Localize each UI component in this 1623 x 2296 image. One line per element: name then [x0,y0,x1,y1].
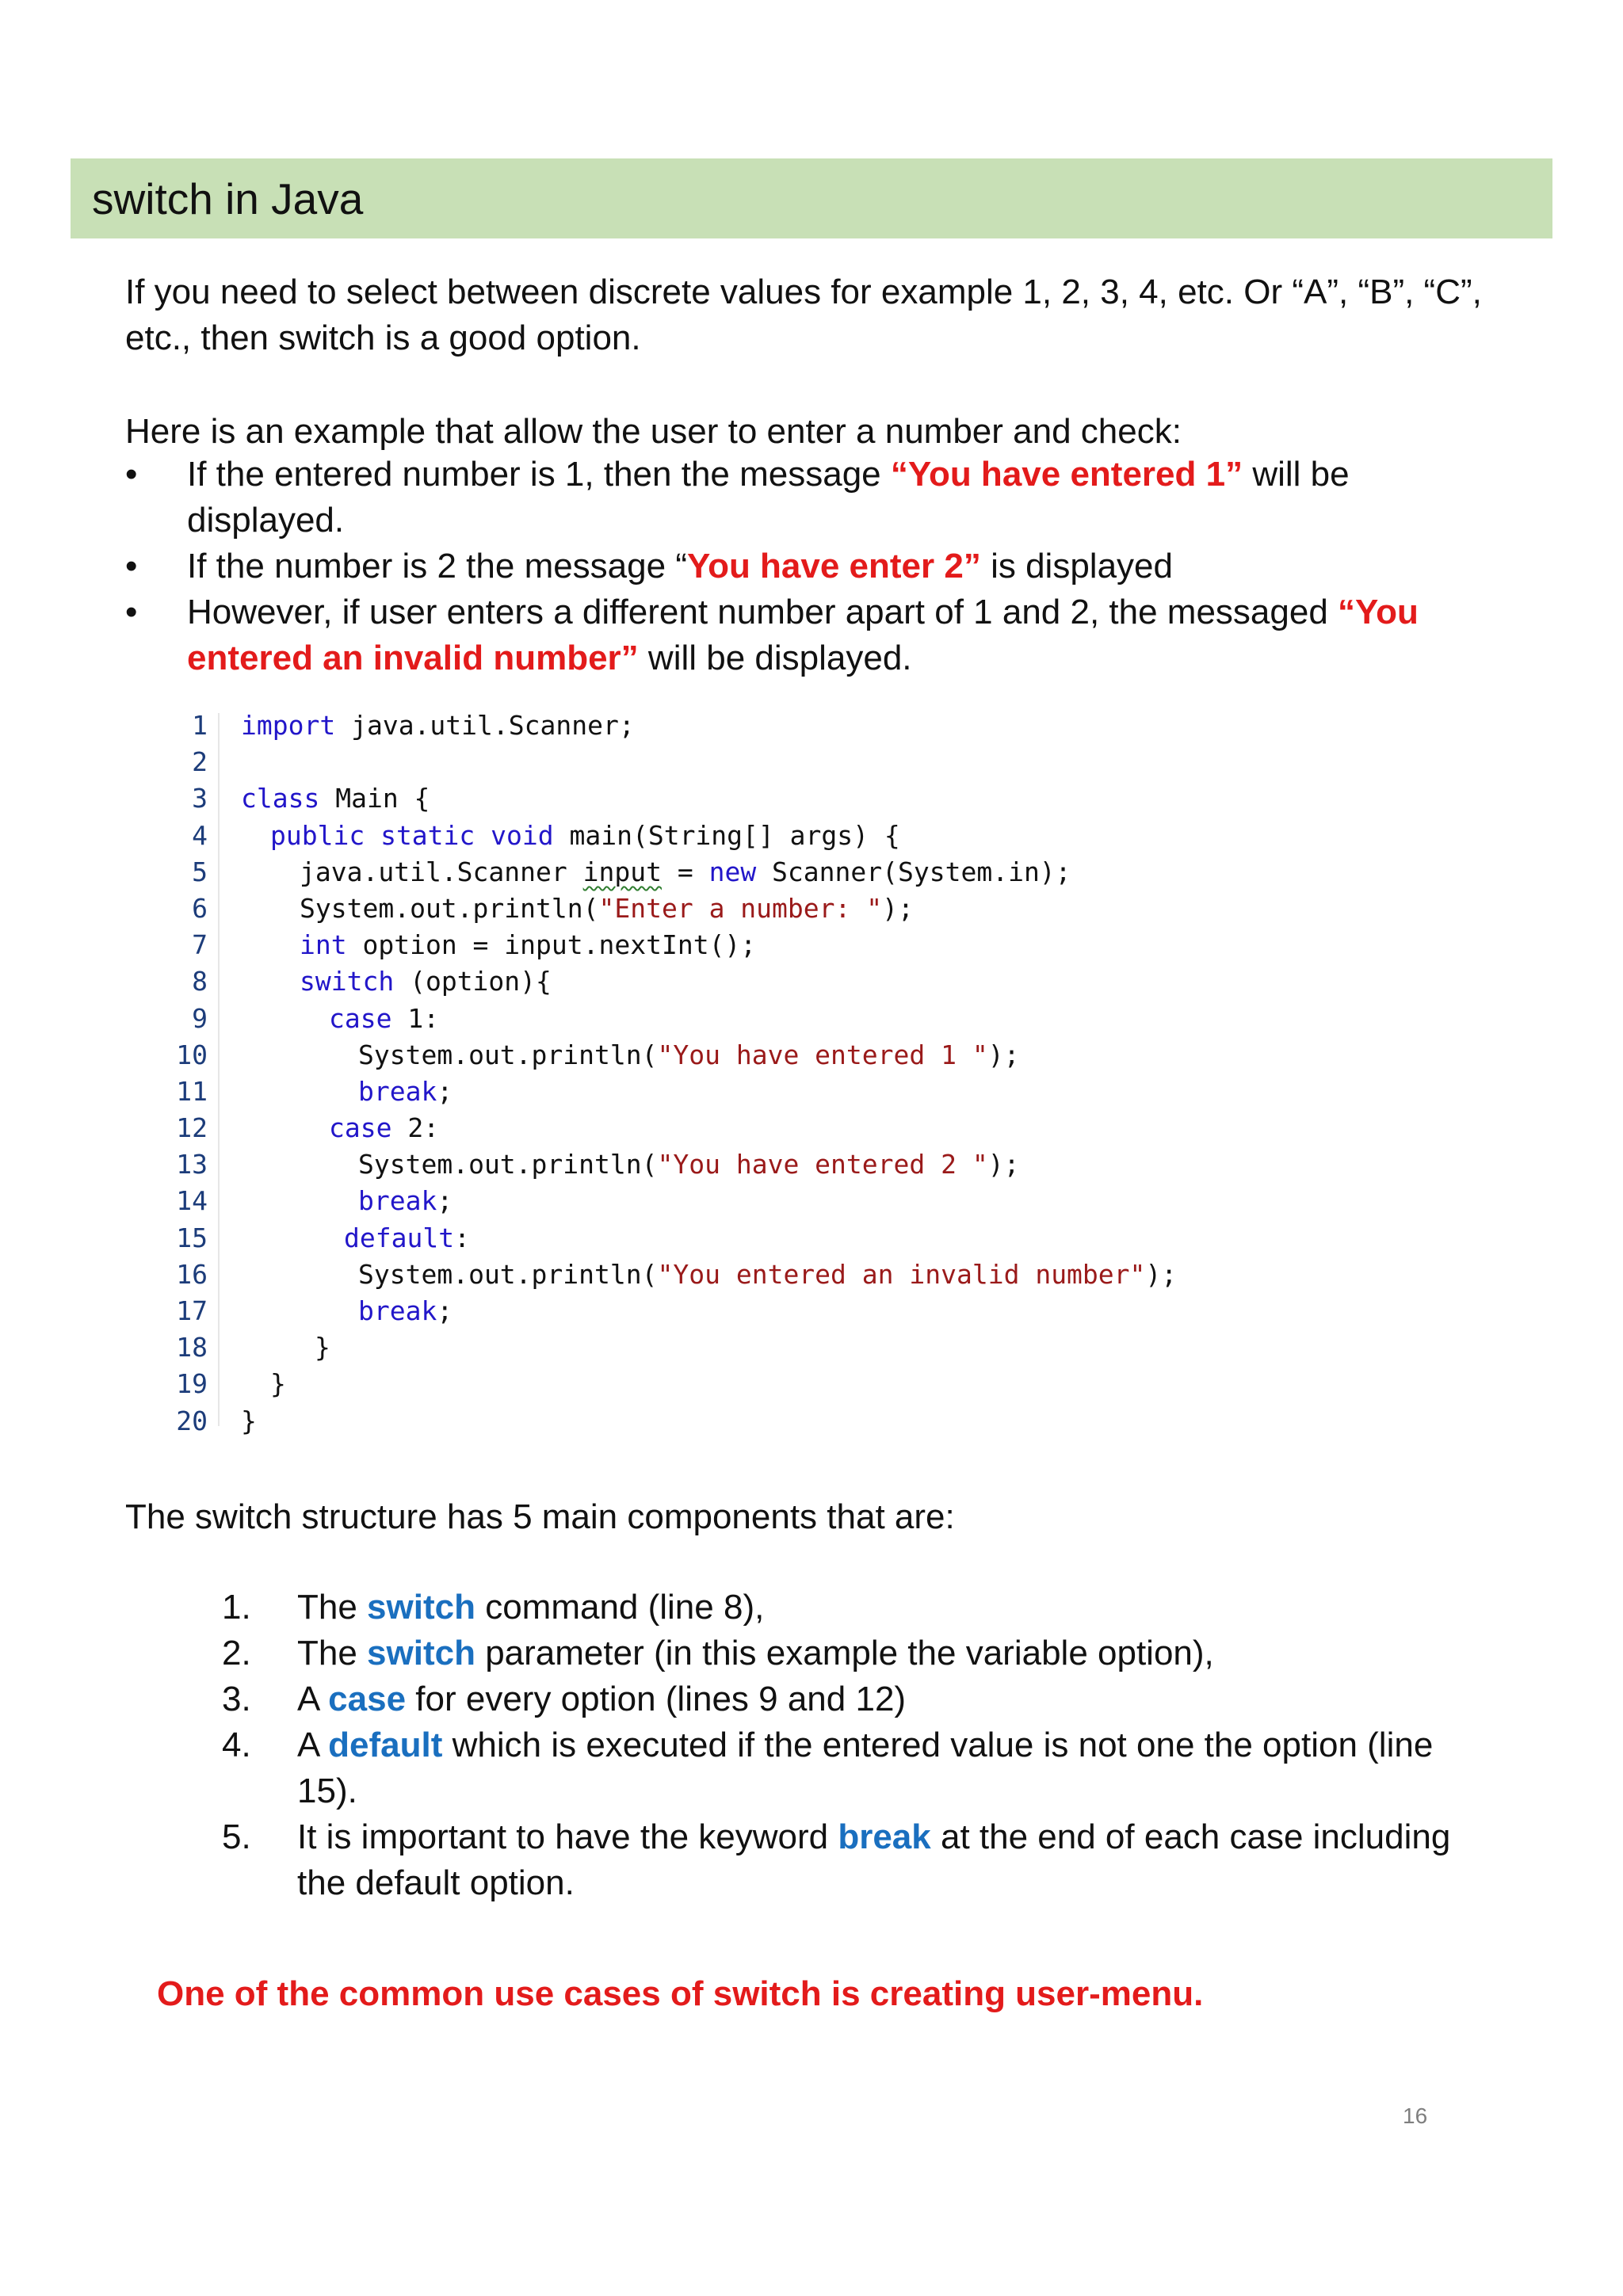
list-item [222,1814,1490,1906]
code-keyword: case [329,1002,392,1034]
code-string: "You have entered 2 " [657,1149,988,1180]
code-line [176,744,1127,780]
line-number: 16 [176,1258,208,1290]
list-text: which is executed if the entered value is not one the option (line 15). [297,1726,1434,1810]
code-text: } [241,1405,257,1436]
line-number: 13 [176,1149,208,1180]
components-list [222,1585,1490,1906]
section-header-banner [71,158,1552,238]
line-number: 10 [176,1039,208,1070]
list-text: command (line 8), [475,1588,765,1627]
list-text: The [297,1588,368,1627]
code-line [176,1293,1127,1329]
line-number: 19 [176,1368,208,1400]
line-number: 20 [176,1405,208,1436]
bullet-text: If the number is 2 the message “ [187,547,687,585]
code-line [176,1183,1127,1219]
code-text: option = input.nextInt(); [346,929,757,961]
code-string: "Enter a number: " [598,892,883,924]
line-number: 14 [176,1185,208,1217]
line-number: 17 [176,1295,208,1326]
line-number: 15 [176,1222,208,1253]
page-number: 16 [1403,2103,1428,2128]
code-text: ; [437,1075,453,1107]
bullet-text: will be displayed. [187,455,1350,540]
bullet-highlight: “You have entered 1” [890,455,1243,494]
code-line [176,1329,1127,1366]
code-text: System.out.println( [300,892,599,924]
example-intro: Here is an example that allow the user to enter a number and check: [125,412,1182,451]
code-string: "You entered an invalid number" [657,1258,1146,1290]
code-line [176,1074,1127,1110]
list-keyword: default [328,1726,443,1764]
bullet-text: However, if user enters a different number apart of 1 and 2, the messaged [187,593,1338,631]
code-text: ; [437,1185,453,1217]
list-number: 2. [222,1634,251,1672]
list-number: 3. [222,1680,251,1718]
line-number: 3 [192,783,208,814]
line-number: 4 [192,819,208,851]
list-text: A [297,1680,329,1718]
code-keyword: new [708,856,757,887]
code-line [176,780,1127,817]
bullet-highlight: You have enter 2” [686,547,981,585]
code-line [176,1366,1127,1402]
line-number: 5 [192,856,208,887]
list-keyword: switch [367,1588,475,1627]
code-text: java.util.Scanner; [335,710,635,741]
code-keyword: import [241,710,336,741]
code-line [176,1110,1127,1146]
list-item [222,1630,1490,1676]
code-keyword: break [358,1295,437,1326]
code-line [176,891,1127,927]
code-text: } [270,1368,286,1400]
list-item [222,1676,1490,1722]
bullet-marker: • [125,593,138,631]
code-keyword: case [329,1112,392,1144]
list-number: 1. [222,1588,251,1627]
code-line [176,927,1127,963]
line-number: 18 [176,1332,208,1363]
list-keyword: break [838,1817,931,1856]
line-number: 8 [192,966,208,997]
list-text: A [297,1726,329,1764]
list-text: The [297,1634,368,1672]
line-number: 11 [176,1075,208,1107]
bullet-text: is displayed [980,547,1173,585]
code-line [176,818,1127,854]
line-number: 12 [176,1112,208,1144]
code-text: ); [987,1149,1020,1180]
code-keyword: public static void [270,819,554,851]
code-line [176,1403,1127,1440]
code-line [176,1001,1127,1037]
components-intro: The switch structure has 5 main components that are: [125,1497,955,1536]
code-text: Main { [319,783,430,814]
section-title: switch in Java [92,174,364,223]
code-text: main(String[] args) { [553,819,900,851]
list-text: It is important to have the keyword [297,1817,838,1856]
conclusion-note: One of the common use cases of switch is creating user-menu. [157,1974,1204,2013]
bullet-marker: • [125,455,138,494]
code-text: = [661,856,709,887]
code-text: System.out.println( [358,1039,658,1070]
code-line [176,1037,1127,1074]
list-keyword: case [328,1680,407,1718]
code-keyword: break [358,1075,437,1107]
intro-paragraph: If you need to select between discrete values for example 1, 2, 3, 4, etc. Or “A”, “B”, “C”, etc., then switch is a good option. [125,273,1482,357]
code-text: java.util.Scanner [300,856,583,887]
code-line [176,963,1127,1000]
bullet-text: will be displayed. [638,639,912,677]
code-text: } [315,1332,330,1363]
list-item [222,1585,1490,1630]
code-line [176,707,1127,744]
code-line [176,854,1127,891]
list-number: 4. [222,1726,251,1764]
list-keyword: switch [367,1634,475,1672]
code-text: 1: [391,1002,440,1034]
code-text: 2: [391,1112,440,1144]
code-string: "You have entered 1 " [657,1039,988,1070]
list-text: for every option (lines 9 and 12) [406,1680,907,1718]
code-line [176,1220,1127,1257]
line-number: 1 [192,710,208,741]
bullet-item [125,589,1512,681]
bullet-item [125,543,1512,589]
bullet-list [125,452,1512,681]
line-number: 9 [192,1002,208,1034]
code-text: (option){ [394,966,552,997]
code-keyword: break [358,1185,437,1217]
bullet-marker: • [125,547,138,585]
code-keyword: int [300,929,347,961]
code-text: : [454,1222,470,1253]
code-text: System.out.println( [358,1149,658,1180]
code-keyword: default [344,1222,455,1253]
list-text: at the end of each case including the default option. [297,1817,1451,1902]
line-number: 2 [192,746,208,778]
code-variable: input [582,856,662,887]
bullet-text: If the entered number is 1, then the message [187,455,891,494]
code-text: ; [437,1295,453,1326]
code-keyword: switch [300,966,395,997]
code-block [176,707,1178,1440]
code-text: System.out.println( [358,1258,658,1290]
code-text: Scanner(System.in); [756,856,1071,887]
code-text: ); [882,892,914,924]
line-number: 7 [192,929,208,961]
code-line [176,1146,1127,1183]
code-keyword: class [241,783,320,814]
code-text: ); [987,1039,1020,1070]
line-number: 6 [192,892,208,924]
list-number: 5. [222,1817,251,1856]
bullet-highlight: “You entered an invalid number” [187,593,1419,677]
code-text: ); [1145,1258,1178,1290]
bullet-item [125,452,1512,543]
list-text: parameter (in this example the variable option), [475,1634,1214,1672]
list-item [222,1722,1490,1814]
code-line [176,1257,1178,1293]
